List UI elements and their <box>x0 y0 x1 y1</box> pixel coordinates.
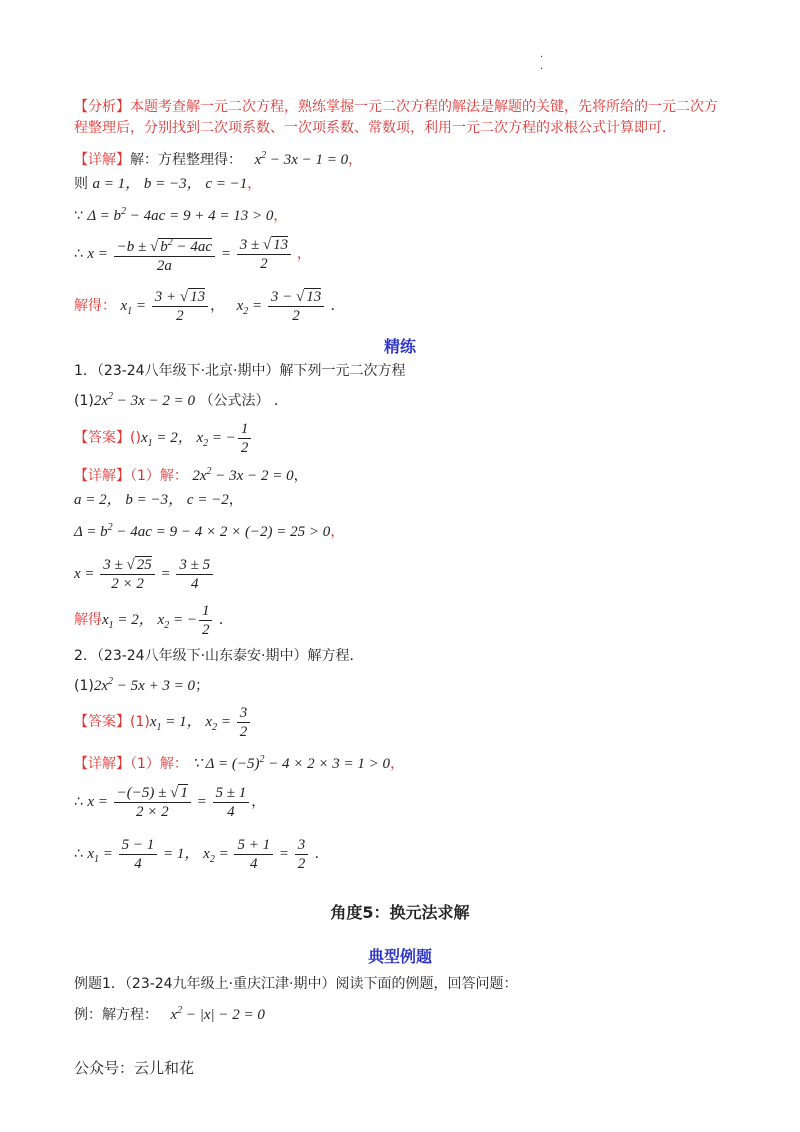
q1-answer-tag: 【答案】 <box>74 430 130 446</box>
q1-discriminant: $\Delta = b^2 - 4ac = 9 - 4 \times 2 \times (-2) = 25 > 0$， <box>74 522 345 540</box>
because-symbol: ∵ <box>74 208 83 224</box>
detail1-intro: 【详解】解：方程整理得： $x^2 - 3x - 1 = 0$， <box>74 150 363 168</box>
analysis-tag: 【分析】 <box>74 99 130 115</box>
q2-therefore-1: ∴ <box>74 794 83 810</box>
q1-equation: $2x^2 - 3x - 2 = 0$ <box>93 391 196 409</box>
root-formula: x = $\frac{-b \pm √ b^2 - 4ac}{2a}$ = $\frac{3 \pm √ 13}{2}$ <box>87 246 297 262</box>
section-practice-title: 精练 <box>383 337 416 356</box>
q2-answer-values: $x_1 = 1$， $x_2$ = $\frac{3}{2}$ <box>150 714 252 730</box>
q1-detail-tag: 【详解】 <box>74 468 130 484</box>
q2-answer-tag: 【答案】 <box>74 714 130 730</box>
solved-word: 解得： <box>74 298 116 314</box>
example-equation: $x^2 - |x| - 2 = 0$ <box>170 1005 265 1023</box>
q2-discriminant: ∵ $\Delta = (-5)^2 - 4 \times 2 \times 3 = 1 > 0$ <box>192 754 391 772</box>
q2-solution: ∴ $x_1$ = $\frac{5 - 1}{4}$ = 1， $x_2$ = $\frac{5 + 1}{4}$ = $\frac{3}{2}$ ． <box>74 837 329 873</box>
q1-detail-line: 【详解】（1）解： $2x^2 - 3x - 2 = 0$， <box>74 466 308 484</box>
angle-title: 角度5：换元法求解 <box>330 903 470 922</box>
q2-roots: ∴ x = $\frac{-(-5) \pm √ 1}{2 \times 2}$ = $\frac{5 \pm 1}{4}$ ， <box>74 785 266 821</box>
solution-x1: $x_1$ = $\frac{3 + √ 13}{2}$ <box>120 298 210 314</box>
q1-detail-prefix: （1）解： <box>130 468 188 484</box>
then-word: 则 <box>74 176 88 192</box>
q2-answer-prefix: (1) <box>130 714 150 730</box>
q2-answer-line <box>74 704 252 746</box>
q1-part1: $(1)2x^2 - 3x - 2 = 0$ （公式法） ． <box>74 391 288 409</box>
equation-rearranged: $x^2 - 3x - 1 = 0$ <box>254 150 349 168</box>
q2-equation: $2x^2 - 5x + 3 = 0$ <box>93 676 196 694</box>
coefficients-line: 则 a = 1， b = −3， c = −1， <box>74 176 262 192</box>
q2-therefore-2: ∴ <box>74 846 83 862</box>
discriminant: $\Delta = b^2 - 4ac = 9 + 4 = 13 > 0$ <box>87 206 274 224</box>
q2-detail-line: 【详解】（1）解： ∵ $\Delta = (-5)^2 - 4 \times 2 \times 3 = 1 > 0$， <box>74 754 405 772</box>
q1-solved-word: 解得 <box>74 612 102 628</box>
q1-coefficients: a = 2， b = −3， c = −2， <box>74 492 243 508</box>
header-dots: · · <box>540 52 544 75</box>
q1-part-label: (1) <box>74 393 94 409</box>
analysis-text-1: 本题考查解一元二次方程，熟练掌握一元二次方程的解法是解题的关键，先将所给的一元二次方 <box>130 99 718 115</box>
q2-part-label: (1) <box>74 678 94 694</box>
q1-answer-prefix: () <box>130 430 141 446</box>
q2-detail-prefix: （1）解： <box>130 756 188 772</box>
q2-title: 2．（23-24八年级下·山东泰安·期中）解方程． <box>74 648 364 664</box>
formula-line: ∴ x = $\frac{-b \pm √ b^2 - 4ac}{2a}$ = $\frac{3 \pm √ 13}{2}$ ， <box>74 234 311 275</box>
q1-solution: 解得$x_1 = 2$， $x_2$ = − $\frac{1}{2}$ ． <box>74 603 233 639</box>
q2-detail-tag: 【详解】 <box>74 756 130 772</box>
solution1-line: 解得： $x_1$ = $\frac{3 + √ 13}{2}$ ， $x_2$ = $\frac{3 - √ 13}{2}$ ． <box>74 289 345 325</box>
q1-roots: x = $\frac{3 \pm √ 25}{2 \times 2}$ = $\frac{3 \pm 5}{4}$ <box>74 556 215 593</box>
example-prompt-line <box>74 1001 265 1025</box>
q1-detail-equation: $2x^2 - 3x - 2 = 0$ <box>192 466 294 484</box>
detail1-intro-text: 解：方程整理得： <box>130 152 242 168</box>
analysis-line-2: 程整理后，分别找到二次项系数、一次项系数、常数项，利用一元二次方程的求根公式计算即可． <box>74 120 676 136</box>
footer-text: 公众号：云儿和花 <box>74 1059 195 1077</box>
analysis-line-1 <box>74 97 718 117</box>
therefore-symbol: ∴ <box>74 245 83 262</box>
q1-title: 1．（23-24八年级下·北京·期中）解下列一元二次方程 <box>74 363 406 379</box>
discriminant-line: ∵ $\Delta = b^2 - 4ac = 9 + 4 = 13 > 0$， <box>74 206 288 224</box>
example-prompt: 例：解方程： <box>74 1007 158 1023</box>
q1-answer-values: $x_1 = 2$， $x_2$ = − $\frac{1}{2}$ <box>141 430 253 446</box>
solution-x2: $x_2$ = $\frac{3 - √ 13}{2}$ <box>237 298 327 314</box>
example-title: 例题1．（23-24九年级上·重庆江津·期中）阅读下面的例题，回答问题： <box>74 976 518 992</box>
q2-part1: $(1)2x^2 - 5x + 3 = 0$； <box>74 676 210 694</box>
detail1-tag: 【详解】 <box>74 152 130 168</box>
typical-example-title: 典型例题 <box>367 947 432 966</box>
coefficients: a = 1， b = −3， c = −1 <box>92 176 248 192</box>
q1-answer-line <box>74 420 253 462</box>
q1-method: （公式法） <box>199 393 270 409</box>
